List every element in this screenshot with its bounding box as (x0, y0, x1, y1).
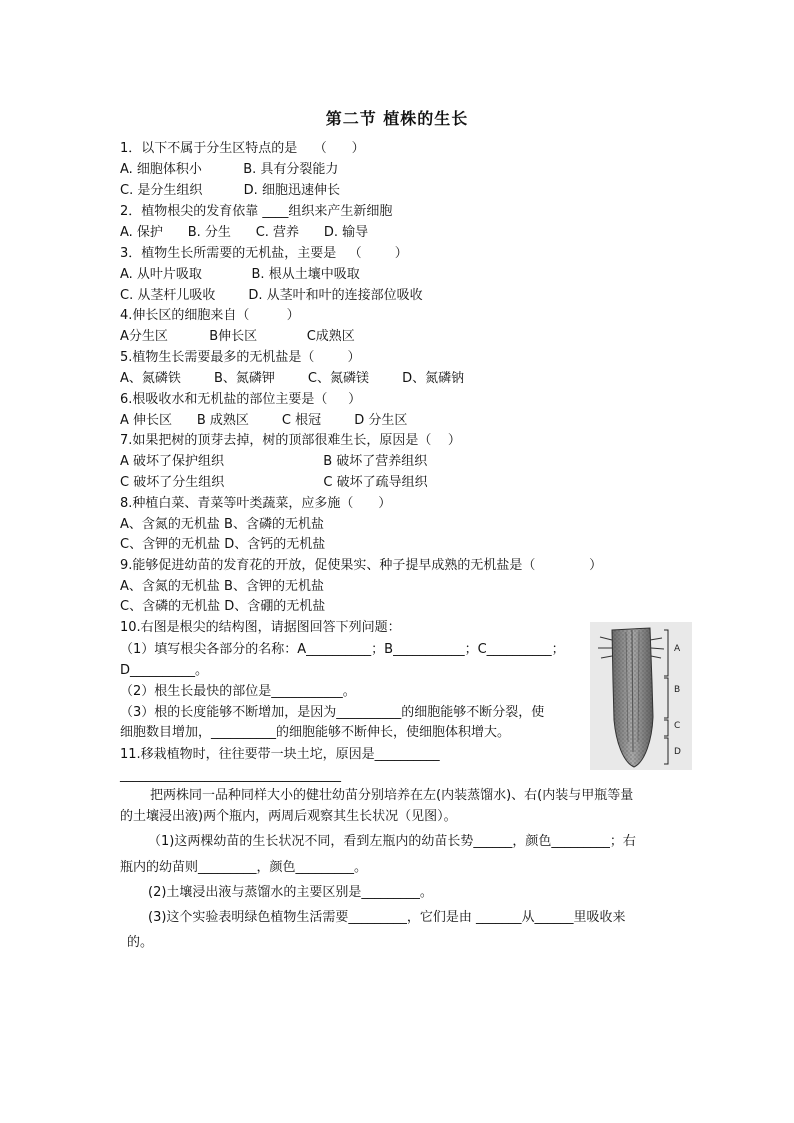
experiment-intro-line-1: 把两株同一品种同样大小的健壮幼苗分别培养在左(内装蒸馏水)、右(内装与甲瓶等量 (150, 788, 634, 803)
question-line: A分生区 B伸长区 C成熟区 (120, 329, 355, 344)
question-line: A、含氮的无机盐 B、含磷的无机盐 (120, 517, 324, 532)
question-line: 8.种植白菜、青菜等叶类蔬菜，应多施（ ） (120, 496, 392, 511)
experiment-question-1-line-2: 瓶内的幼苗则_________，颜色_________。 (120, 860, 368, 875)
question-line: （1）填写根尖各部分的名称：A__________；B___________；C__________； (120, 642, 565, 657)
question-line: A 伸长区 B 成熟区 C 根冠 D 分生区 (120, 413, 408, 428)
question-line: 1．以下不属于分生区特点的是 （ ） (120, 141, 365, 156)
question-line: （2）根生长最快的部位是___________。 (120, 684, 356, 699)
experiment-question-2: (2)土壤浸出液与蒸馏水的主要区别是_________。 (148, 885, 433, 900)
question-line: 3．植物生长所需要的无机盐，主要是 （ ） (120, 246, 408, 261)
label-b: B (674, 685, 681, 695)
question-line: A、含氮的无机盐 B、含钾的无机盐 (120, 579, 324, 594)
label-d: D (674, 747, 681, 757)
question-line: C、含磷的无机盐 D、含硼的无机盐 (120, 599, 326, 614)
experiment-question-3-line-1: (3)这个实验表明绿色植物生活需要_________，它们是由 _______从______里吸收来 (148, 910, 626, 925)
question-line: 细胞数目增加，__________的细胞能够不断伸长，使细胞体积增大。 (120, 725, 511, 740)
question-line: A. 保护 B. 分生 C. 营养 D. 输导 (120, 225, 369, 240)
question-line: __________________________________ (120, 768, 341, 783)
root-tip-figure (590, 622, 692, 770)
label-c: C (674, 721, 681, 731)
question-line: 2．植物根尖的发育依靠 ____组织来产生新细胞 (120, 204, 393, 219)
question-line: C. 从茎杆儿吸收 D. 从茎叶和叶的连接部位吸收 (120, 288, 423, 303)
question-line: C 破坏了分生组织 C 破坏了疏导组织 (120, 475, 428, 490)
experiment-question-1-line-1: （1)这两棵幼苗的生长状况不同，看到左瓶内的幼苗长势______，颜色_________；右 (148, 834, 636, 849)
question-line: C、含钾的无机盐 D、含钙的无机盐 (120, 537, 326, 552)
question-line: A 破坏了保护组织 B 破坏了营养组织 (120, 454, 428, 469)
question-line: 10.右图是根尖的结构图，请据图回答下列问题： (120, 620, 401, 635)
label-a: A (674, 644, 681, 654)
question-line: 9.能够促进幼苗的发育花的开放，促使果实、种子提早成熟的无机盐是（ ） (120, 558, 603, 573)
page-title: 第二节 植株的生长 (325, 109, 469, 128)
question-line: A. 细胞体积小 B. 具有分裂能力 (120, 162, 339, 177)
question-line: 5.植物生长需要最多的无机盐是（ ） (120, 350, 361, 365)
question-line: 11.移栽植物时，往往要带一块土坨，原因是__________ (120, 747, 440, 762)
question-line: 4.伸长区的细胞来自（ ） (120, 308, 300, 323)
question-line: 7.如果把树的顶芽去掉，树的顶部很难生长，原因是（ ） (120, 433, 461, 448)
question-line: 6.根吸收水和无机盐的部位主要是（ ） (120, 392, 362, 407)
question-line: C. 是分生组织 D. 细胞迅速伸长 (120, 183, 340, 198)
question-line: A、氮磷铁 B、氮磷钾 C、氮磷镁 D、氮磷钠 (120, 371, 465, 386)
question-line: A. 从叶片吸取 B. 根从土壤中吸取 (120, 267, 360, 282)
experiment-intro-line-2: 的土壤浸出液)两个瓶内，两周后观察其生长状况（见图）。 (120, 809, 457, 824)
question-line: D__________。 (120, 663, 209, 678)
question-line: （3）根的长度能够不断增加，是因为__________的细胞能够不断分裂，使 (120, 705, 545, 720)
experiment-question-3-line-2: 的。 (127, 935, 154, 950)
